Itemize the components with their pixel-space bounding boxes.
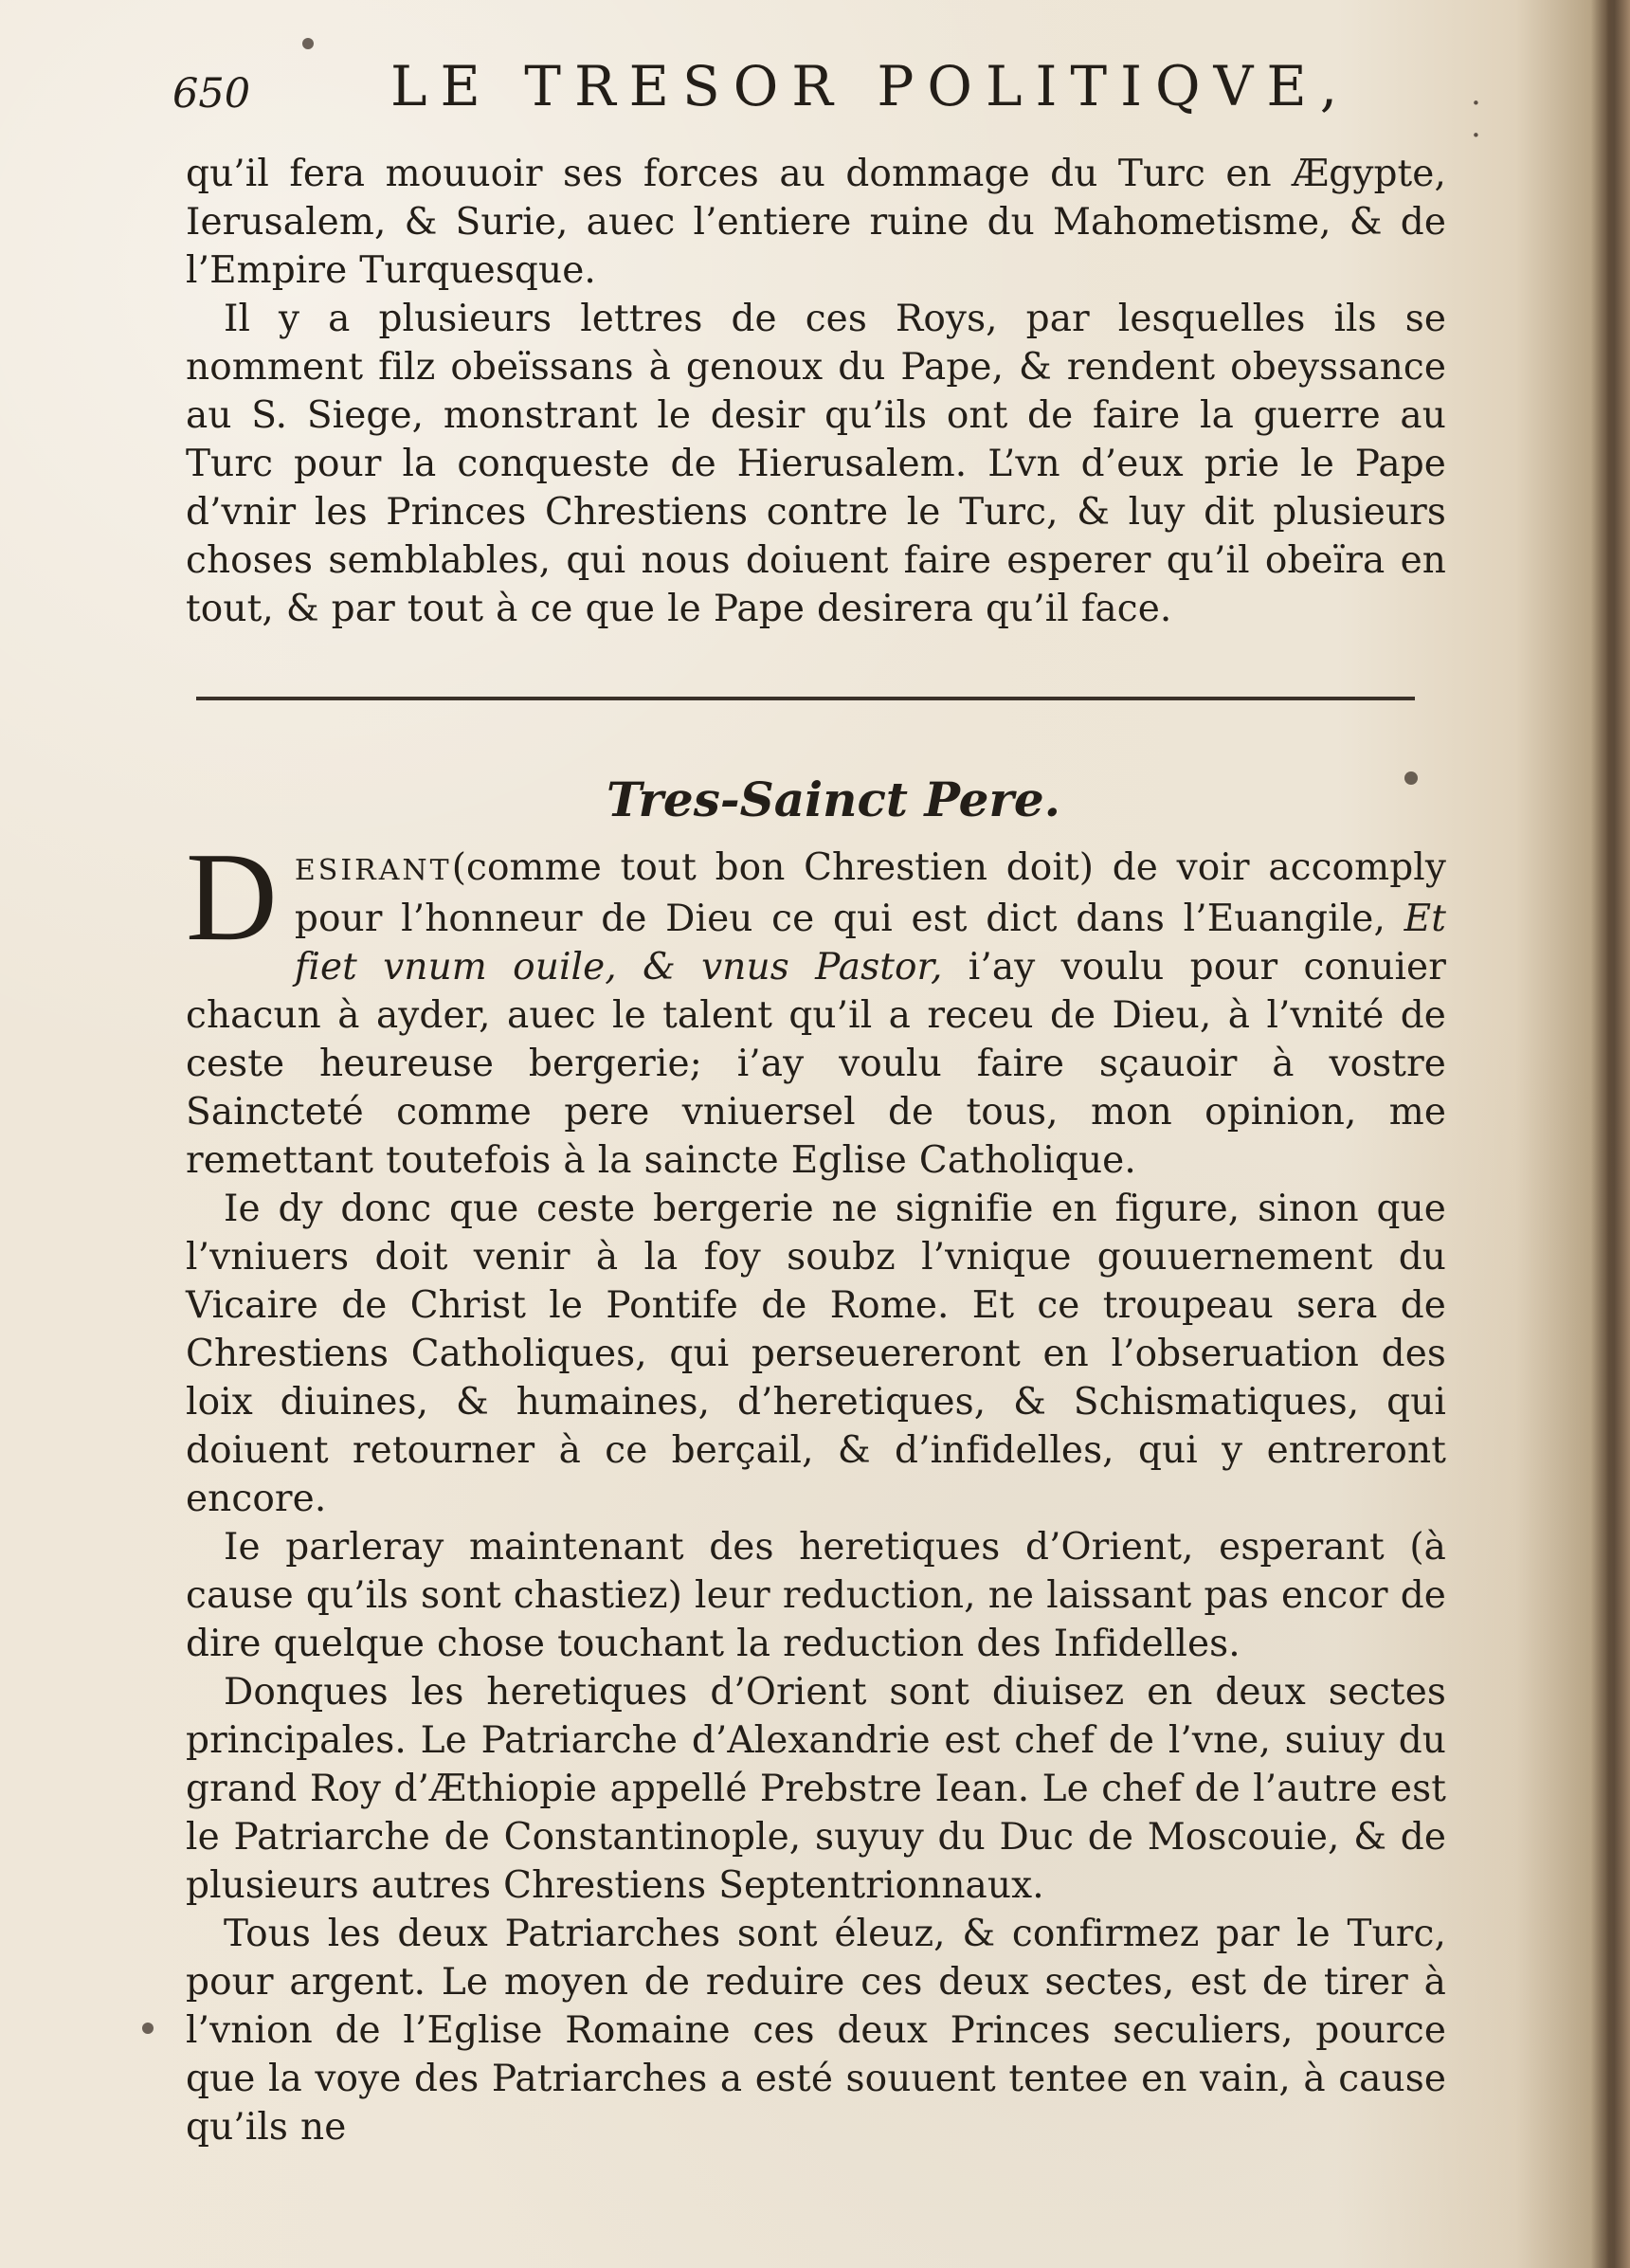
letter-paragraph-4: Donques les heretiques d’Orient sont diuisez en deux sectes principales. Le Patriarche d’Alexandrie est chef de l’vne, suiuy du grand Roy d’Æthiopie appellé Prebstre Iean. Le chef de l’autre est le Patriarche de Constantinople, suyuy du Duc de Moscouie, & de plusieurs autres Chrestiens Septentrionnaux. [186, 1671, 1446, 1907]
drop-cap: D [186, 826, 278, 967]
ink-speck-right [1404, 771, 1418, 785]
running-header [172, 54, 1518, 145]
opening-paragraph-1: qu’il fera mouuoir ses forces au dommage du Turc en Ægypte, Ierusalem, & Surie, auec l’entiere ruine du Mahometisme, & de l’Empire Turquesque. [186, 153, 1446, 292]
running-title: LE TRESOR POLITIQVE, [390, 54, 1351, 118]
opening-text-block [186, 150, 1446, 652]
letter-paragraph-1-after-latin: i’ay voulu pour conuier chacun à ayder, auec le talent qu’il a receu de Dieu, à l’vnité de ceste heureuse bergerie; i’ay voulu faire sçauoir à vostre Saincteté comme pere vniuersel de tous, mon opinion, me remettant toutefois à la saincte Eglise Catholique. [186, 946, 1446, 1182]
letter-paragraph-1 [186, 826, 1446, 1185]
letter-paragraph-5: Tous les deux Patriarches sont éleuz, & confirmez par le Turc, pour argent. Le moyen de reduire ces deux sectes, est de tirer à l’vnion de l’Eglise Romaine ces deux Princes seculiers, pource que la voye des Patriarches a esté souuent tentee en vain, à cause qu’ils ne [186, 1913, 1446, 2149]
section-divider [196, 697, 1415, 700]
opening-paragraph-2: Il y a plusieurs lettres de ces Roys, par lesquelles ils se nomment filz obeïssans à genoux du Pape, & rendent obeyssance au S. Siege, monstrant le desir qu’ils ont de faire la guerre au Turc pour la conqueste de Hierusalem. L’vn d’eux prie le Pape d’vnir les Princes Chrestiens contre le Turc, & luy dit plusieurs choses semblables, qui nous doiuent faire esperer qu’il obeïra en tout, & par tout à ce que le Pape desirera qu’il face. [186, 298, 1446, 630]
header-dots: . . [1471, 75, 1489, 145]
latin-quotation: Et fiet vnum ouile, & vnus Pastor, [294, 898, 1446, 989]
opening-small-caps: ESIRANT [294, 854, 452, 887]
letter-text-block [186, 826, 1446, 2227]
letter-paragraph-3: Ie parleray maintenant des heretiques d’Orient, esperant (à cause qu’ils sont chastiez) leur reduction, ne laissant pas encor de dire quelque chose touchant la reduction des Infidelles. [186, 1526, 1446, 1665]
ink-speck-top [302, 38, 314, 49]
page-number: 650 [172, 70, 251, 118]
ink-speck-left [142, 2023, 154, 2034]
letter-heading: Tres-Sainct Pere. [607, 771, 1061, 827]
letter-paragraph-1-before-latin: (comme tout bon Chrestien doit) de voir accomply pour l’honneur de Dieu ce qui est dict dans l’Euangile, [294, 846, 1446, 940]
letter-paragraph-2: Ie dy donc que ceste bergerie ne signifie en figure, sinon que l’vniuers doit venir à la foy soubz l’vnique gouuernement du Vicaire de Christ le Pontife de Rome. Et ce troupeau sera de Chrestiens Catholiques, qui perseuereront en l’obseruation des loix diuines, & humaines, d’heretiques, & Schismatiques, qui doiuent retourner à ce berçail, & d’infidelles, qui y entreront encore. [186, 1188, 1446, 1520]
